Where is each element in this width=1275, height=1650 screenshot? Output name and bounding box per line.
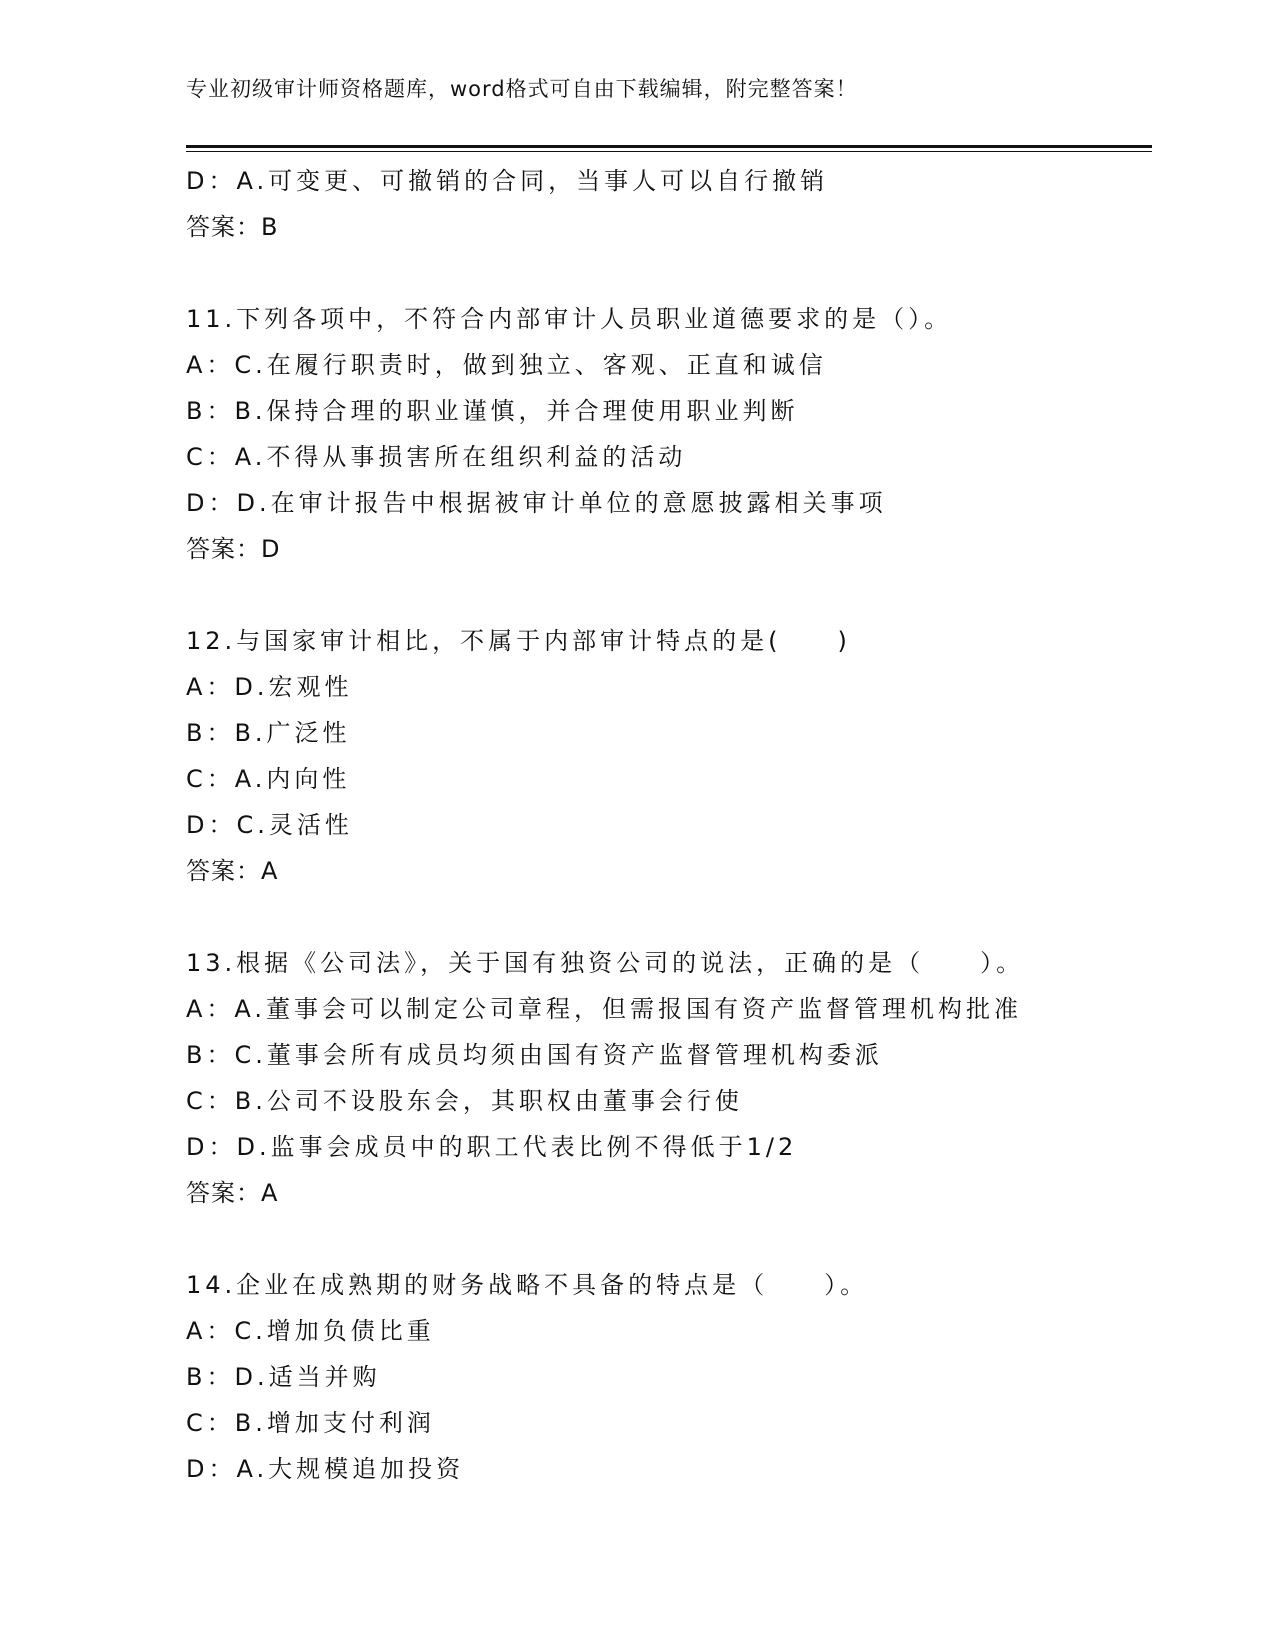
option-a: A：C.增加负债比重 bbox=[186, 1317, 435, 1345]
option-c: C：A.内向性 bbox=[186, 765, 351, 793]
spacer bbox=[186, 1216, 1152, 1262]
question-stem: 13.根据《公司法》，关于国有独资公司的说法，正确的是（ ）。 bbox=[186, 949, 1025, 977]
header-rule-thick bbox=[186, 145, 1152, 148]
question-stem: 14.企业在成熟期的财务战略不具备的特点是（ ）。 bbox=[186, 1271, 869, 1299]
option-b: B：B.保持合理的职业谨慎，并合理使用职业判断 bbox=[186, 397, 799, 425]
spacer bbox=[186, 250, 1152, 296]
option-d: D：D.监事会成员中的职工代表比例不得低于1/2 bbox=[186, 1133, 798, 1161]
option-d: D：C.灵活性 bbox=[186, 811, 353, 839]
option-d: D：A.大规模追加投资 bbox=[186, 1455, 465, 1483]
option-a: A：D.宏观性 bbox=[186, 673, 353, 701]
header-text: 专业初级审计师资格题库，word格式可自由下载编辑，附完整答案！ bbox=[186, 77, 858, 101]
spacer bbox=[186, 894, 1152, 940]
answer-line: 答案：D bbox=[186, 535, 281, 563]
answer-line: 答案：B bbox=[186, 213, 279, 241]
answer-line: 答案：A bbox=[186, 1179, 279, 1207]
option-c: C：B.公司不设股东会，其职权由董事会行使 bbox=[186, 1087, 743, 1115]
spacer bbox=[186, 572, 1152, 618]
document-body bbox=[186, 158, 1152, 1492]
header-rule-thin bbox=[186, 151, 1152, 152]
option-b: B：D.适当并购 bbox=[186, 1363, 381, 1391]
question-stem: 11.下列各项中，不符合内部审计人员职业道德要求的是（）。 bbox=[186, 305, 953, 333]
question-stem: 12.与国家审计相比，不属于内部审计特点的是( ) bbox=[186, 627, 851, 655]
option-d: D：D.在审计报告中根据被审计单位的意愿披露相关事项 bbox=[186, 489, 887, 517]
option-c: C：A.不得从事损害所在组织利益的活动 bbox=[186, 443, 687, 471]
option-a: A：A.董事会可以制定公司章程，但需报国有资产监督管理机构批准 bbox=[186, 995, 1023, 1023]
question-11 bbox=[186, 296, 1152, 572]
option-d: D：A.可变更、可撤销的合同，当事人可以自行撤销 bbox=[186, 167, 829, 195]
option-a: A：C.在履行职责时，做到独立、客观、正直和诚信 bbox=[186, 351, 827, 379]
option-c: C：B.增加支付利润 bbox=[186, 1409, 435, 1437]
option-b: B：B.广泛性 bbox=[186, 719, 351, 747]
question-12 bbox=[186, 618, 1152, 894]
question-14 bbox=[186, 1262, 1152, 1492]
question-13 bbox=[186, 940, 1152, 1216]
prev-question-tail bbox=[186, 158, 1152, 250]
answer-line: 答案：A bbox=[186, 857, 279, 885]
option-b: B：C.董事会所有成员均须由国有资产监督管理机构委派 bbox=[186, 1041, 883, 1069]
